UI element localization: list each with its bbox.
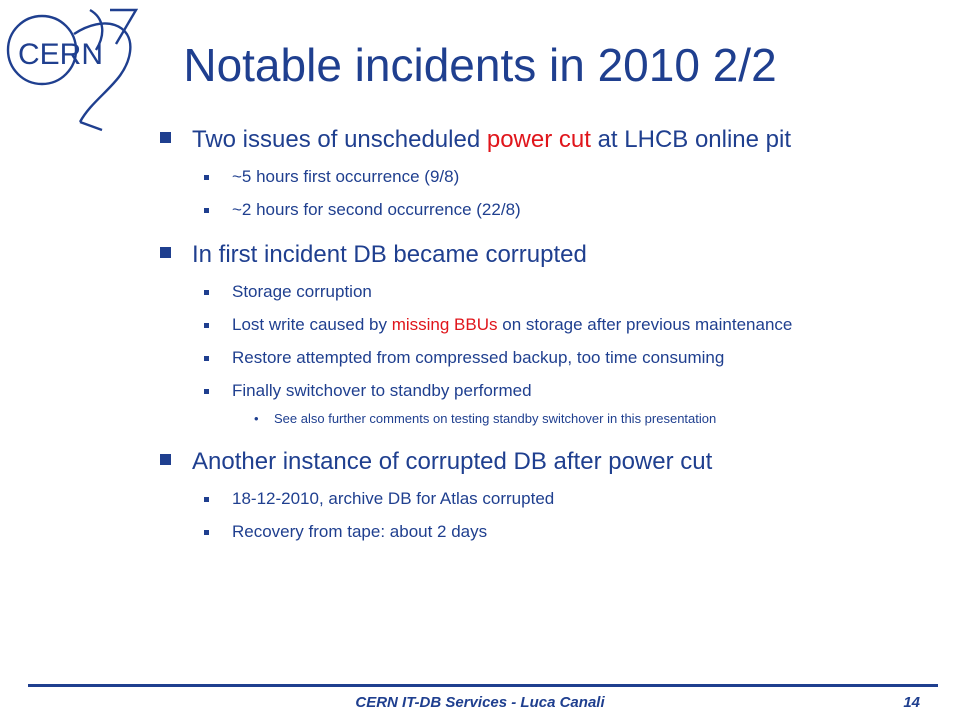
small-square-bullet-icon (204, 389, 209, 394)
square-bullet-icon (160, 454, 171, 465)
small-square-bullet-icon (204, 530, 209, 535)
bullet-text-part: at LHCB online pit (590, 126, 792, 153)
small-square-bullet-icon (204, 356, 209, 361)
sub-sub-bullet (160, 410, 950, 428)
small-square-bullet-icon (204, 497, 209, 502)
small-square-bullet-icon (204, 290, 209, 295)
bullet-db-corrupted (160, 239, 950, 270)
bullet-text: In first incident DB became corrupted (192, 241, 587, 268)
sub-bullet-text-part: on storage after previous maintenance (497, 315, 793, 334)
page-number: 14 (903, 694, 920, 711)
bullet-highlight-text: power cut (486, 126, 591, 153)
slide-title: Notable incidents in 2010 2/2 (183, 39, 777, 91)
bullet-another-instance (160, 446, 950, 477)
sub-bullet (160, 521, 950, 543)
square-bullet-icon (160, 247, 171, 258)
bullet-power-cut (160, 124, 950, 155)
sub-bullet-text-part: Lost write caused by (232, 315, 392, 334)
sub-bullet-text: Finally switchover to standby performed (232, 381, 532, 400)
sub-bullet-highlight-text: missing BBUs (391, 315, 498, 334)
sub-bullet-text: ~2 hours for second occurrence (22/8) (232, 200, 521, 219)
sub-bullet (160, 347, 950, 369)
sub-bullet-text: 18-12-2010, archive DB for Atlas corrupted (232, 489, 555, 508)
sub-bullet-text: Recovery from tape: about 2 days (232, 522, 488, 541)
sub-bullet (160, 380, 950, 402)
small-square-bullet-icon (204, 323, 209, 328)
footer-text: CERN IT-DB Services - Luca Canali (355, 694, 605, 711)
bullet-text: Another instance of corrupted DB after power cut (192, 448, 713, 475)
sub-bullet-text: ~5 hours first occurrence (9/8) (232, 167, 460, 186)
footer-divider (28, 684, 938, 687)
sub-bullet-text: Storage corruption (232, 282, 372, 301)
bullet-text-part: Two issues of unscheduled (192, 126, 487, 153)
sub-bullet (160, 488, 950, 510)
round-bullet-icon: • (254, 411, 259, 426)
square-bullet-icon (160, 132, 171, 143)
sub-sub-bullet-text: See also further comments on testing standby switchover in this presentation (274, 411, 717, 426)
cern-logo-text: CERN (18, 38, 104, 71)
sub-bullet-text: Restore attempted from compressed backup, too time consuming (232, 348, 725, 367)
small-square-bullet-icon (204, 175, 209, 180)
slide-body (160, 110, 950, 543)
sub-bullet (160, 281, 950, 303)
sub-bullet (160, 166, 950, 188)
sub-bullet (160, 199, 950, 221)
sub-bullet (160, 314, 950, 336)
small-square-bullet-icon (204, 208, 209, 213)
